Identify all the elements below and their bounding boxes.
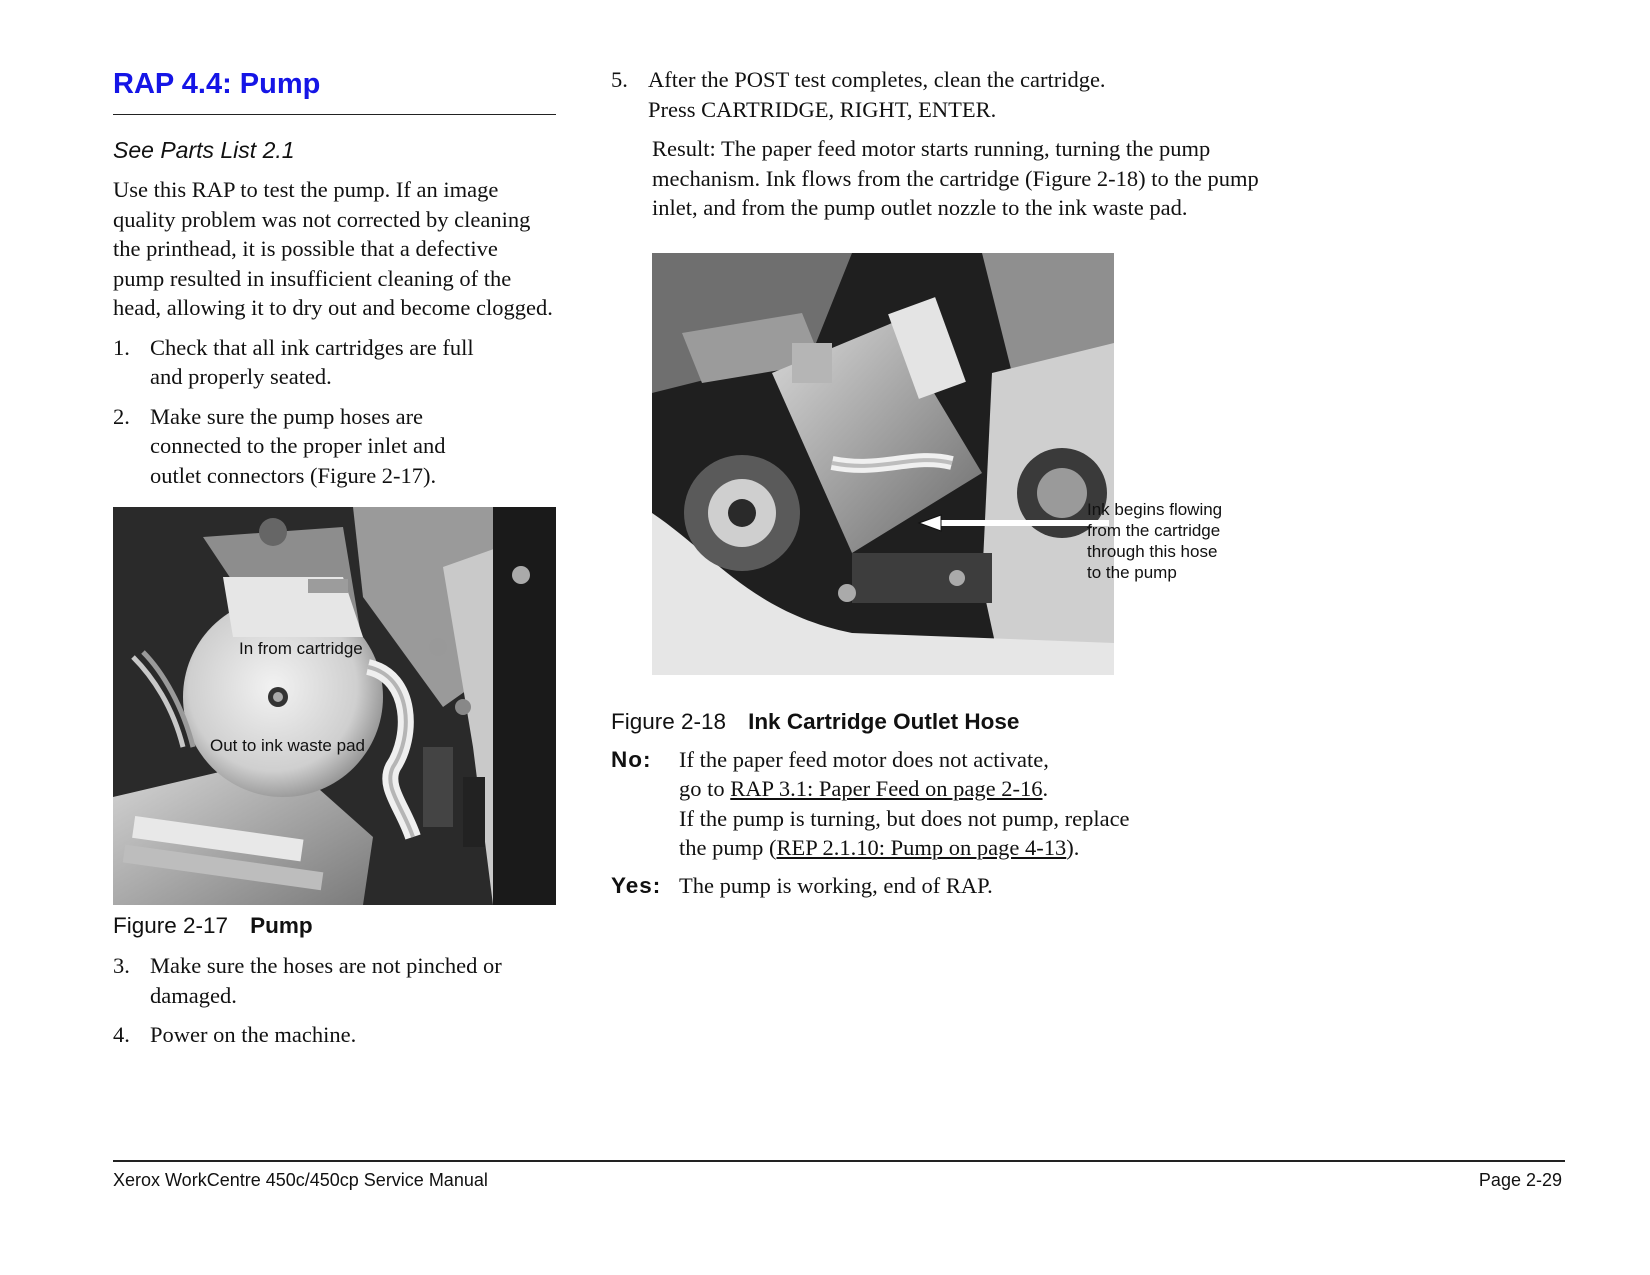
no-line-1: If the paper feed motor does not activate, [679, 746, 1049, 772]
no-line-3: If the pump is turning, but does not pump, replace [679, 805, 1130, 831]
footer-rule [113, 1160, 1565, 1162]
callout-line: through this hose [1087, 542, 1218, 561]
rap-3-1-link[interactable]: RAP 3.1: Paper Feed on page 2-16 [730, 776, 1043, 801]
text: the pump ( [679, 835, 777, 860]
result-paragraph: Result: The paper feed motor starts running, turning the pump mechanism. Ink flows from the cartridge (Figure 2-18) to the pump inlet, and from the pump outlet nozzle to the ink waste pad. [652, 136, 1259, 220]
step-number: 3. [113, 953, 130, 978]
step-2 [113, 402, 556, 491]
figure-title: Ink Cartridge Outlet Hose [748, 708, 1020, 734]
step-text: Power on the machine. [150, 1022, 357, 1047]
no-label: No: [611, 746, 652, 772]
rep-2-1-10-link[interactable]: REP 2.1.10: Pump on page 4-13 [776, 835, 1067, 860]
text: . [1042, 776, 1049, 801]
callout-line: to the pump [1087, 563, 1177, 582]
pump-photo-drawing [113, 507, 556, 905]
step-number: 1. [113, 334, 130, 360]
callout-arrow [919, 513, 1109, 533]
no-branch [611, 745, 1311, 863]
left-column [113, 62, 556, 1050]
figure-number: Figure 2-17 [113, 913, 229, 938]
step-3 [113, 951, 556, 1010]
step-4 [113, 1020, 556, 1050]
intro-paragraph: Use this RAP to test the pump. If an image quality problem was not corrected by cleaning the printhead, it is possible that a defective pump resulted in insufficient cleaning of the head, allowing it to dry out and become clogged. [113, 177, 553, 320]
step-text: After the POST test completes, clean the cartridge. Press CARTRIDGE, RIGHT, ENTER. [648, 67, 1106, 122]
parts-list-reference: See Parts List 2.1 [113, 137, 295, 163]
callout-line: Ink begins flowing [1087, 500, 1223, 519]
right-column [611, 62, 1311, 900]
callout-ink-flow [1087, 499, 1222, 583]
step-1 [113, 333, 556, 392]
step-number: 5. [611, 67, 628, 92]
callout-line: from the cartridge [1087, 521, 1221, 540]
no-line-4 [679, 833, 1311, 863]
step-text: Make sure the pump hoses are connected to the proper inlet and outlet connectors (Figure 2-17). [150, 403, 446, 488]
step-number: 4. [113, 1022, 130, 1047]
no-line-2 [679, 774, 1311, 804]
figure-number: Figure 2-18 [611, 708, 727, 734]
footer-page-number: Page 2-29 [1478, 1170, 1562, 1190]
figure-title: Pump [250, 913, 313, 938]
cartridge-hose-drawing [652, 253, 1114, 675]
pump-photo [113, 507, 556, 905]
callout-in-from-cartridge: In from cartridge [239, 639, 363, 658]
text: ). [1066, 835, 1080, 860]
title-rule [113, 114, 556, 115]
yes-text: The pump is working, end of RAP. [679, 872, 993, 898]
figure-2-18-caption [611, 707, 1311, 737]
yes-label: Yes: [611, 872, 662, 898]
step-number: 2. [113, 403, 130, 429]
figure-2-17-caption [113, 911, 556, 941]
cartridge-hose-photo [652, 253, 1114, 675]
step-5 [611, 65, 1311, 124]
page-title: RAP 4.4: Pump [113, 68, 321, 100]
step-text: Check that all ink cartridges are full and properly seated. [150, 334, 474, 389]
yes-branch [611, 871, 1311, 901]
footer-manual-title: Xerox WorkCentre 450c/450cp Service Manual [113, 1170, 488, 1190]
step-text: Make sure the hoses are not pinched or damaged. [150, 953, 502, 1008]
callout-out-to-waste-pad: Out to ink waste pad [210, 736, 365, 755]
text: go to [679, 776, 731, 801]
